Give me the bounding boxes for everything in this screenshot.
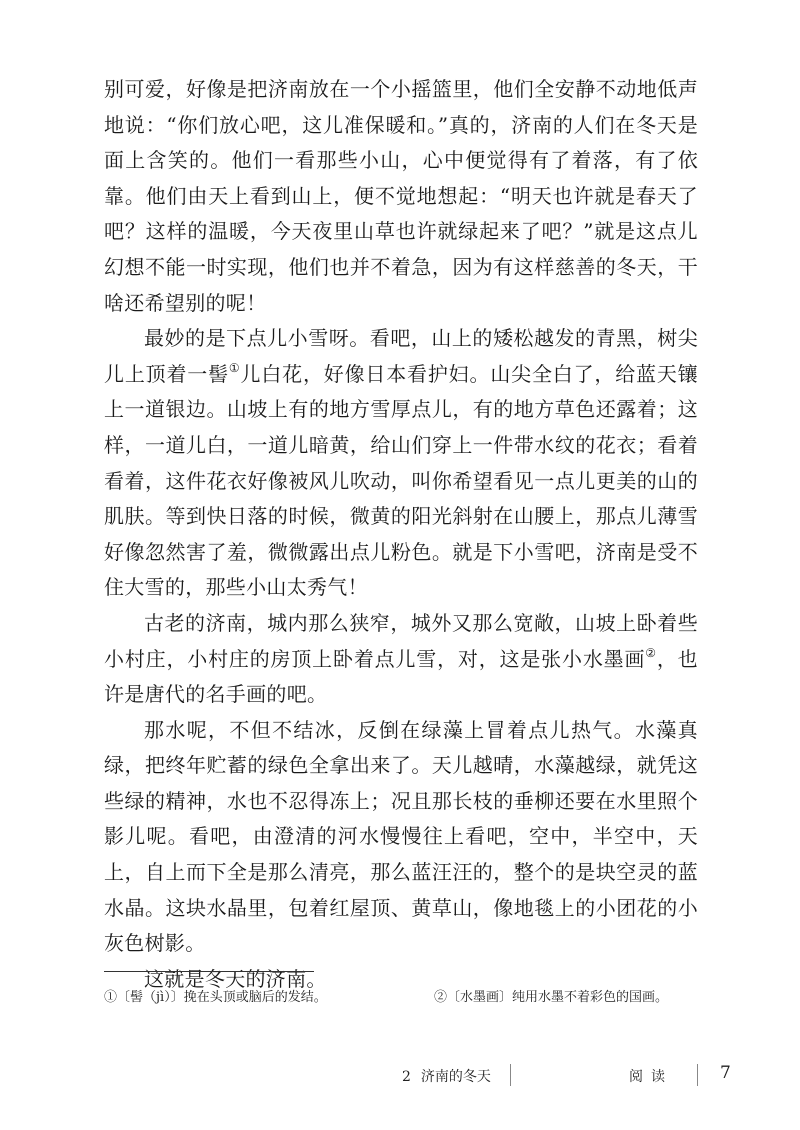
footnote-1: ①〔髻（jì）〕挽在头顶或脑后的发结。	[104, 990, 327, 1005]
chapter-title: 济南的冬天	[420, 1069, 491, 1085]
page-footer	[0, 1058, 800, 1098]
footer-divider	[697, 1064, 698, 1086]
paragraph-text: 古老的济南，城内那么狭窄，城外又那么宽敞，山坡上卧着些小村庄，小村庄的房顶上卧着点儿雪，对，这是张小水墨画	[104, 610, 698, 671]
footnote-divider	[104, 971, 314, 972]
paragraph-text: 最妙的是下点儿小雪呀。看吧，山上的矮松越发的青黑，树尖儿上顶着一髻	[104, 326, 698, 386]
paragraph-text: 这就是冬天的济南。	[144, 966, 327, 991]
paragraph	[104, 72, 698, 321]
section-label: 阅读	[629, 1069, 673, 1085]
footer-divider	[510, 1064, 511, 1086]
paragraph	[104, 321, 698, 606]
paragraph-text: ，也许是唐代的名手画的吧。	[104, 646, 698, 707]
page-number: 7	[720, 1063, 731, 1083]
footnote-marker: ①	[228, 360, 241, 375]
paragraph	[104, 713, 698, 962]
running-header-chapter	[402, 1066, 491, 1086]
chapter-number: 2	[402, 1069, 411, 1085]
paragraph-text: 那水呢，不但不结冰，反倒在绿藻上冒着点儿热气。水藻真绿，把终年贮蓄的绿色全拿出来了。天儿越晴，水藻越绿，就凭这些绿的精神，水也不忍得冻上；况且那长枝的垂柳还要在水里照个影儿呢。看吧，由澄清的河水慢慢往上看吧，空中，半空中，天上，自上而下全是那么清亮，那么蓝汪汪的，整个的是块空灵的蓝水晶。这块水晶里，包着红屋顶、黄草山，像地毯上的小团花的小灰色树影。	[104, 717, 698, 956]
footnote-marker: ②	[645, 645, 657, 660]
body-text	[104, 72, 698, 997]
paragraph-text: 别可爱，好像是把济南放在一个小摇篮里，他们全安静不动地低声地说：“你们放心吧，这儿准保暖和。”真的，济南的人们在冬天是面上含笑的。他们一看那些小山，心中便觉得有了着落，有了依靠。他们由天上看到山上，便不觉地想起：“明天也许就是春天了吧？这样的温暖，今天夜里山草也许就绿起来了吧？”就是这点儿幻想不能一时实现，他们也并不着急，因为有这样慈善的冬天，干啥还希望别的呢！	[104, 77, 698, 315]
paragraph	[104, 606, 698, 713]
paragraph-text: 儿白花，好像日本看护妇。山尖全白了，给蓝天镶上一道银边。山坡上有的地方雪厚点儿，有的地方草色还露着；这样，一道儿白，一道儿暗黄，给山们穿上一件带水纹的花衣；看着看着，这件花衣好像被风儿吹动，叫你希望看见一点儿更美的山的肌肤。等到快日落的时候，微黄的阳光斜射在山腰上，那点儿薄雪好像忽然害了羞，微微露出点儿粉色。就是下小雪吧，济南是受不住大雪的，那些小山太秀气！	[104, 361, 698, 600]
footnote-2: ②〔水墨画〕纯用水墨不着彩色的国画。	[434, 990, 669, 1005]
